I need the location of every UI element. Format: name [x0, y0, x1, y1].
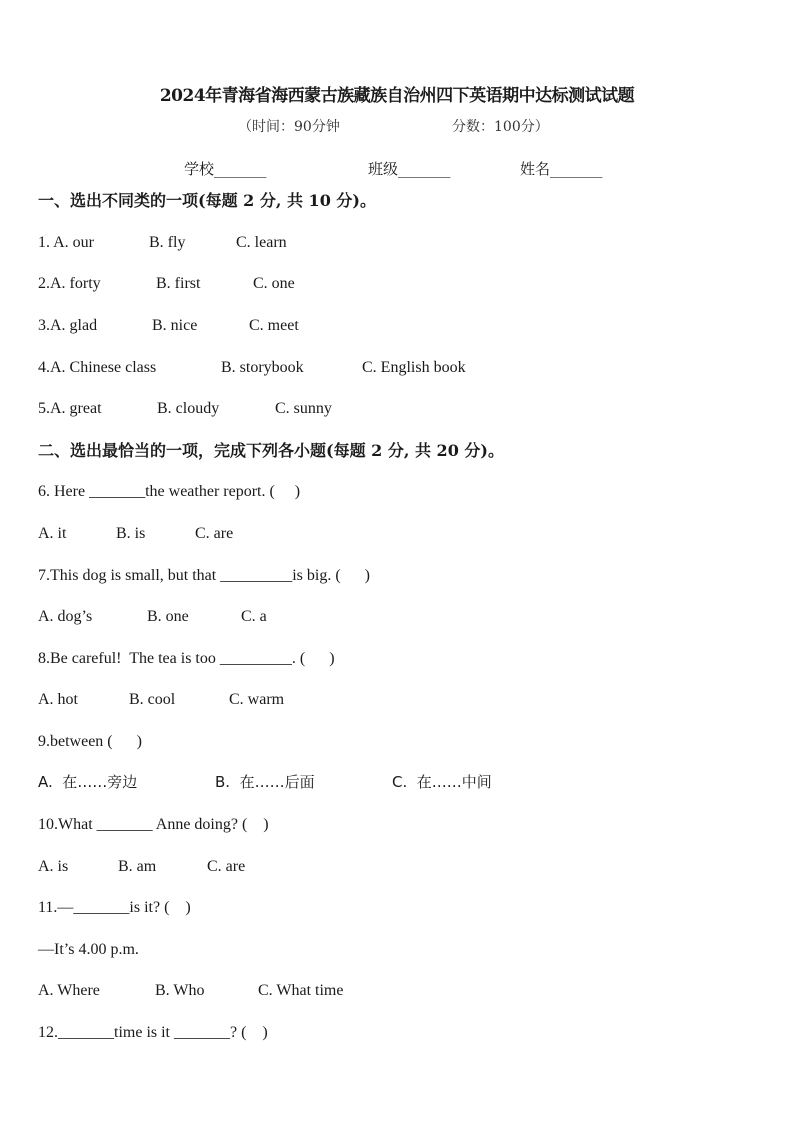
- q2-option-a: 2.A. forty: [38, 275, 101, 292]
- q1-option-c: C. learn: [236, 234, 287, 251]
- q6-stem: 6. Here _______the weather report. ( ): [38, 483, 301, 500]
- q4-option-a: 4.A. Chinese class: [38, 359, 157, 376]
- q6-option-b: B. is: [116, 525, 146, 542]
- q12-stem: 12._______time is it _______? ( ): [38, 1024, 268, 1041]
- section-2-heading: 二、选出最恰当的一项，完成下列各小题(每题 2 分, 共 20 分)。: [38, 441, 504, 460]
- q2-option-b: B. first: [156, 275, 201, 292]
- q9-option-b: B. 在……后面: [215, 773, 315, 791]
- exam-time: （时间：90分钟: [238, 119, 340, 135]
- q7-option-c: C. a: [241, 608, 267, 625]
- q3-option-b: B. nice: [152, 317, 198, 334]
- q6-option-c: C. are: [195, 525, 234, 542]
- q1-option-a: 1. A. our: [38, 234, 94, 251]
- q7-option-a: A. dog’s: [38, 608, 93, 625]
- q1-option-b: B. fly: [149, 234, 186, 251]
- exam-score: 分数：100分）: [452, 119, 549, 135]
- q6-option-a: A. it: [38, 525, 67, 542]
- q8-option-c: C. warm: [229, 691, 285, 708]
- q11-option-a: A. Where: [38, 982, 100, 999]
- q4-option-c: C. English book: [362, 359, 466, 376]
- q5-option-b: B. cloudy: [157, 400, 220, 417]
- q7-stem: 7.This dog is small, but that _________is big. ( ): [38, 567, 370, 584]
- school-field: 学校_______: [184, 160, 267, 178]
- q8-option-b: B. cool: [129, 691, 176, 708]
- q5-option-a: 5.A. great: [38, 400, 102, 417]
- q11-option-b: B. Who: [155, 982, 205, 999]
- class-field: 班级_______: [368, 160, 451, 178]
- q3-option-a: 3.A. glad: [38, 317, 98, 334]
- q10-option-c: C. are: [207, 858, 246, 875]
- q8-option-a: A. hot: [38, 691, 78, 708]
- q8-stem: 8.Be careful! The tea is too _________. ( ): [38, 650, 335, 667]
- q11-stem: 11.—_______is it? ( ): [38, 899, 191, 916]
- q3-option-c: C. meet: [249, 317, 299, 334]
- q2-option-c: C. one: [253, 275, 295, 292]
- q11-reply: —It’s 4.00 p.m.: [38, 941, 139, 958]
- q10-stem: 10.What _______ Anne doing? ( ): [38, 816, 269, 833]
- q11-option-c: C. What time: [258, 982, 344, 999]
- q9-stem: 9.between ( ): [38, 733, 142, 750]
- q7-option-b: B. one: [147, 608, 189, 625]
- q9-option-a: A. 在……旁边: [38, 773, 138, 791]
- q5-option-c: C. sunny: [275, 400, 332, 417]
- q10-option-b: B. am: [118, 858, 157, 875]
- q4-option-b: B. storybook: [221, 359, 304, 376]
- name-field: 姓名_______: [520, 160, 603, 178]
- q10-option-a: A. is: [38, 858, 69, 875]
- section-1-heading: 一、选出不同类的一项(每题 2 分, 共 10 分)。: [38, 191, 376, 210]
- q9-option-c: C. 在……中间: [392, 773, 492, 791]
- page-title: 2024年青海省海西蒙古族藏族自治州四下英语期中达标测试试题: [159, 86, 635, 106]
